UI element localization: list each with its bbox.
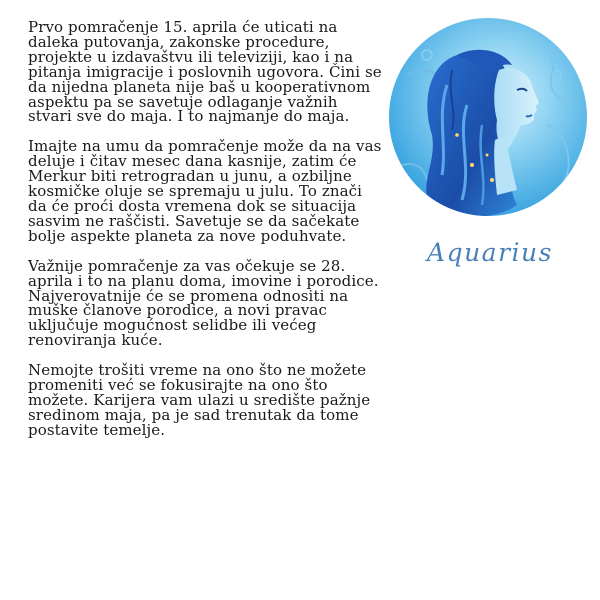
article-paragraph: Imajte na umu da pomračenje može da na vas deluje i čitav mesec dana kasnije, zatim će Merkur biti retrogradan u junu, a ozbiljne kosmičke oluje se spremaju u julu. To znači da će proći dosta vremena dok se situacija sasvim ne raščisti. Savetuje se da sačekate bolje aspekte planeta za nove poduhvate. [28,137,382,245]
aquarius-illustration [387,15,589,220]
article-paragraph: Važnije pomračenje za vas očekuje se 28. aprila i to na planu doma, imovine i porodice. Najverovatnije će se promena odnositi na muške članove porodice, a novi pravac uključuje mogućnost selidbe ili većeg renoviranja kuće. [28,256,379,350]
article-body [28,20,384,453]
aquarius-woman-portrait-icon [387,15,589,220]
zodiac-sign-caption: Aquarius [427,238,553,267]
article-paragraph: Nemojte trošiti vreme na ono što ne možete promeniti već se fokusirajte na ono što možete. Karijera vam ulazi u središte pažnje sredinom maja, pa je sad trenutak da tome postavite temelje. [28,361,371,439]
article-paragraph: Prvo pomračenje 15. aprila će uticati na daleka putovanja, zakonske procedure, projekte u izdavaštvu ili televiziji, kao i na pitanja imigracije i poslovnih ugovora. Čini se da nijedna planeta nije baš u kooperativnom aspektu pa se savetuje odlaganje važnih stvari sve do maja. I to najmanje do maja. [28,18,382,126]
